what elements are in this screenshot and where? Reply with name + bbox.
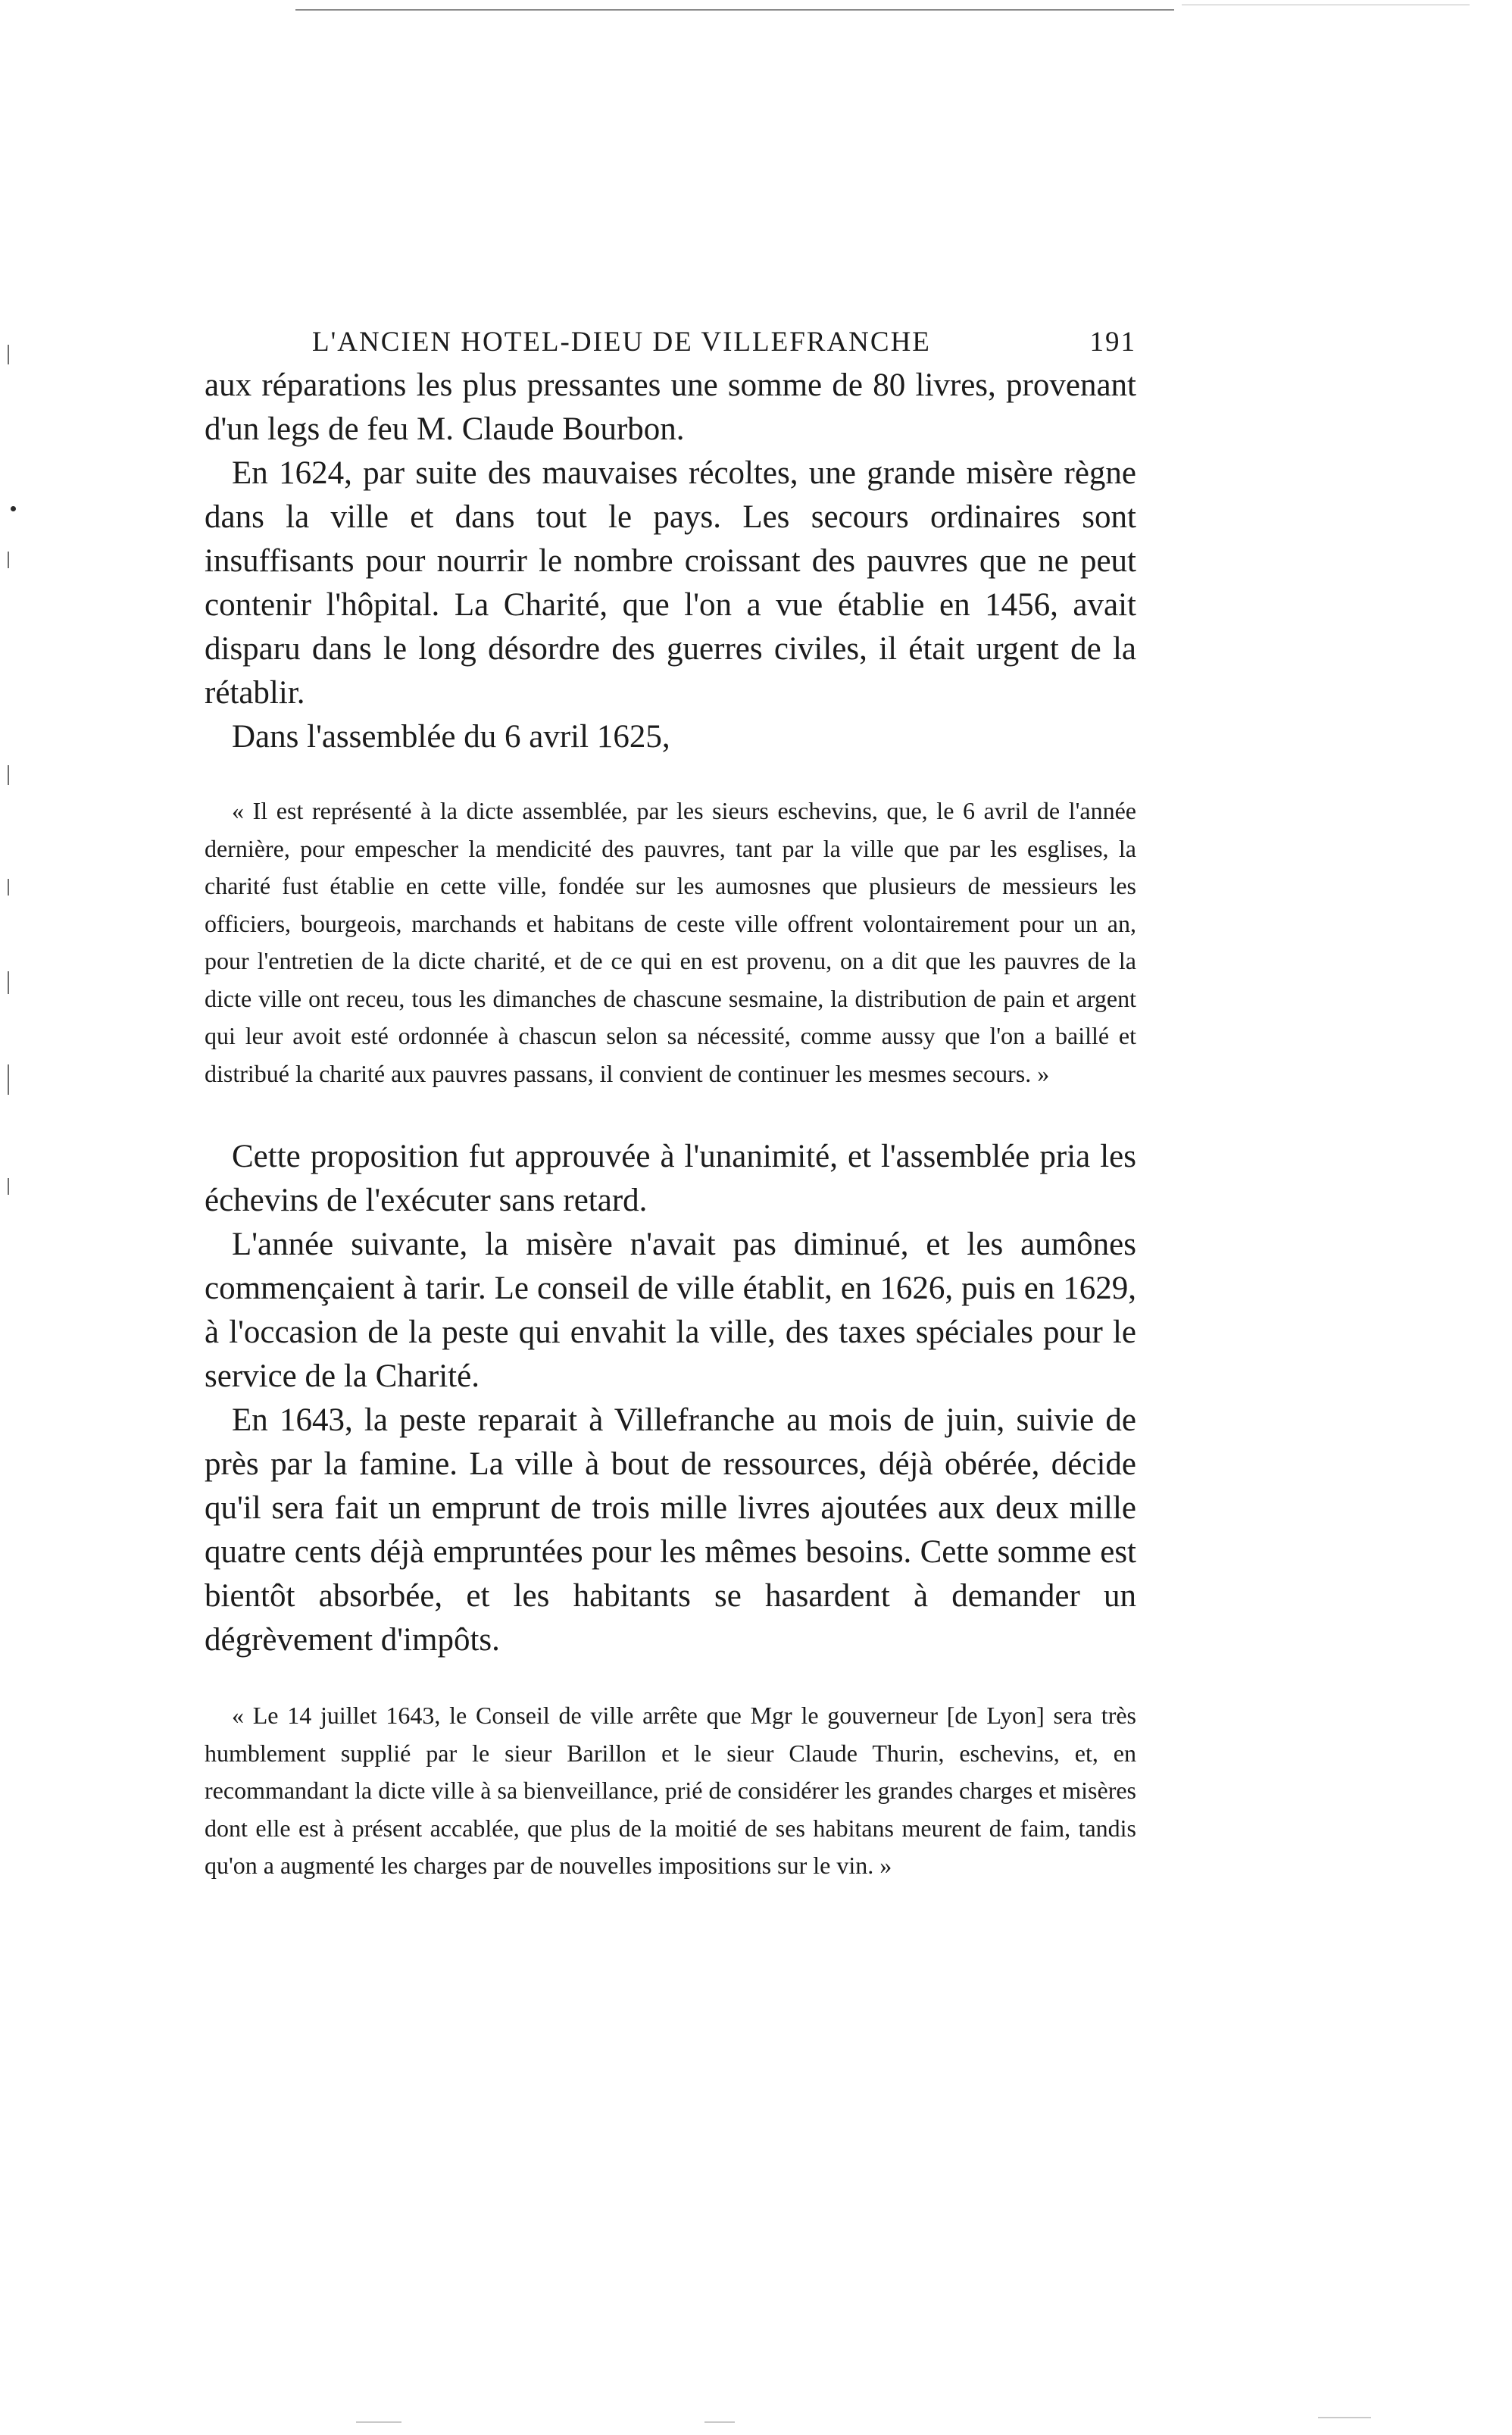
margin-scan-mark xyxy=(8,971,9,994)
page-number: 191 xyxy=(1089,327,1136,358)
paragraph: Cette proposition fut approuvée à l'unanimité, et l'assemblée pria les échevins de l'exécuter sans retard. xyxy=(205,1139,1136,1218)
scan-speck xyxy=(1318,2417,1371,2418)
scan-edge-line xyxy=(295,9,1174,11)
book-page xyxy=(205,318,1136,1885)
scan-speck xyxy=(704,2421,735,2423)
margin-scan-mark xyxy=(11,506,16,511)
paragraph: aux réparations les plus pressantes une somme de 80 livres, provenant d'un legs de feu M. Claude Bourbon. xyxy=(205,367,1136,447)
scan-speck xyxy=(356,2421,401,2423)
running-header xyxy=(205,318,1136,364)
running-title: L'ANCIEN HOTEL-DIEU DE VILLEFRANCHE xyxy=(312,327,931,358)
paragraph: L'année suivante, la misère n'avait pas diminué, et les aumônes commençaient à tarir. Le conseil de ville établit, en 1626, puis en 1629, à l'occasion de la peste qui envahit la ville, des taxes spéciales pour le service de la Charité. xyxy=(205,1227,1136,1394)
margin-scan-mark xyxy=(8,345,9,364)
margin-scan-mark xyxy=(8,879,9,896)
quotation-block: « Le 14 juillet 1643, le Conseil de ville arrête que Mgr le gouverneur [de Lyon] sera très humblement supplié par le sieur Barillon et le sieur Claude Thurin, eschevins, et, en recommandant la dicte ville à sa bienveillance, prié de considérer les grandes charges et misères dont elle est à présent accablée, que plus de la moitié de ses habitans meurent de faim, tandis qu'on a augmenté les charges par de nouvelles impositions sur le vin. » xyxy=(205,1702,1136,1879)
margin-scan-mark xyxy=(8,1178,9,1195)
quotation-block: « Il est représenté à la dicte assemblée, par les sieurs eschevins, que, le 6 avril de l'année dernière, pour empescher la mendicité des pauvres, tant par la ville que par les esglises, la charité fust établie en cette ville, fondée sur les aumosnes que plusieurs de messieurs les officiers, bourgeois, marchands et habitans de ceste ville offrent volontairement pour un an, pour l'entretien de la dicte charité, et de ce qui en est provenu, on a dit que les pauvres de la dicte ville ont receu, tous les dimanches de chascune sesmaine, la distribution de pain et argent qui leur avoit esté ordonnée à chascun selon sa nécessité, comme aussy que l'on a baillé et distribué la charité aux pauvres passans, il convient de continuer les mesmes secours. » xyxy=(205,797,1136,1087)
paragraph: En 1643, la peste reparait à Villefranche au mois de juin, suivie de près par la famine. La ville à bout de ressources, déjà obérée, décide qu'il sera fait un emprunt de trois mille livres ajoutées aux deux mille quatre cents déjà empruntées pour les mêmes besoins. Cette somme est bientôt absorbée, et les habitants se hasardent à demander un dégrèvement d'impôts. xyxy=(205,1402,1136,1658)
paragraph: En 1624, par suite des mauvaises récoltes, une grande misère règne dans la ville et dans tout le pays. Les secours ordinaires sont insuffisants pour nourrir le nombre croissant des pauvres que ne peut contenir l'hôpital. La Charité, que l'on a vue établie en 1456, avait disparu dans le long désordre des guerres civiles, il était urgent de la rétablir. xyxy=(205,455,1136,711)
margin-scan-mark xyxy=(8,1064,9,1095)
margin-scan-mark xyxy=(8,552,9,568)
margin-scan-mark xyxy=(8,765,9,785)
paragraph: Dans l'assemblée du 6 avril 1625, xyxy=(232,719,670,755)
